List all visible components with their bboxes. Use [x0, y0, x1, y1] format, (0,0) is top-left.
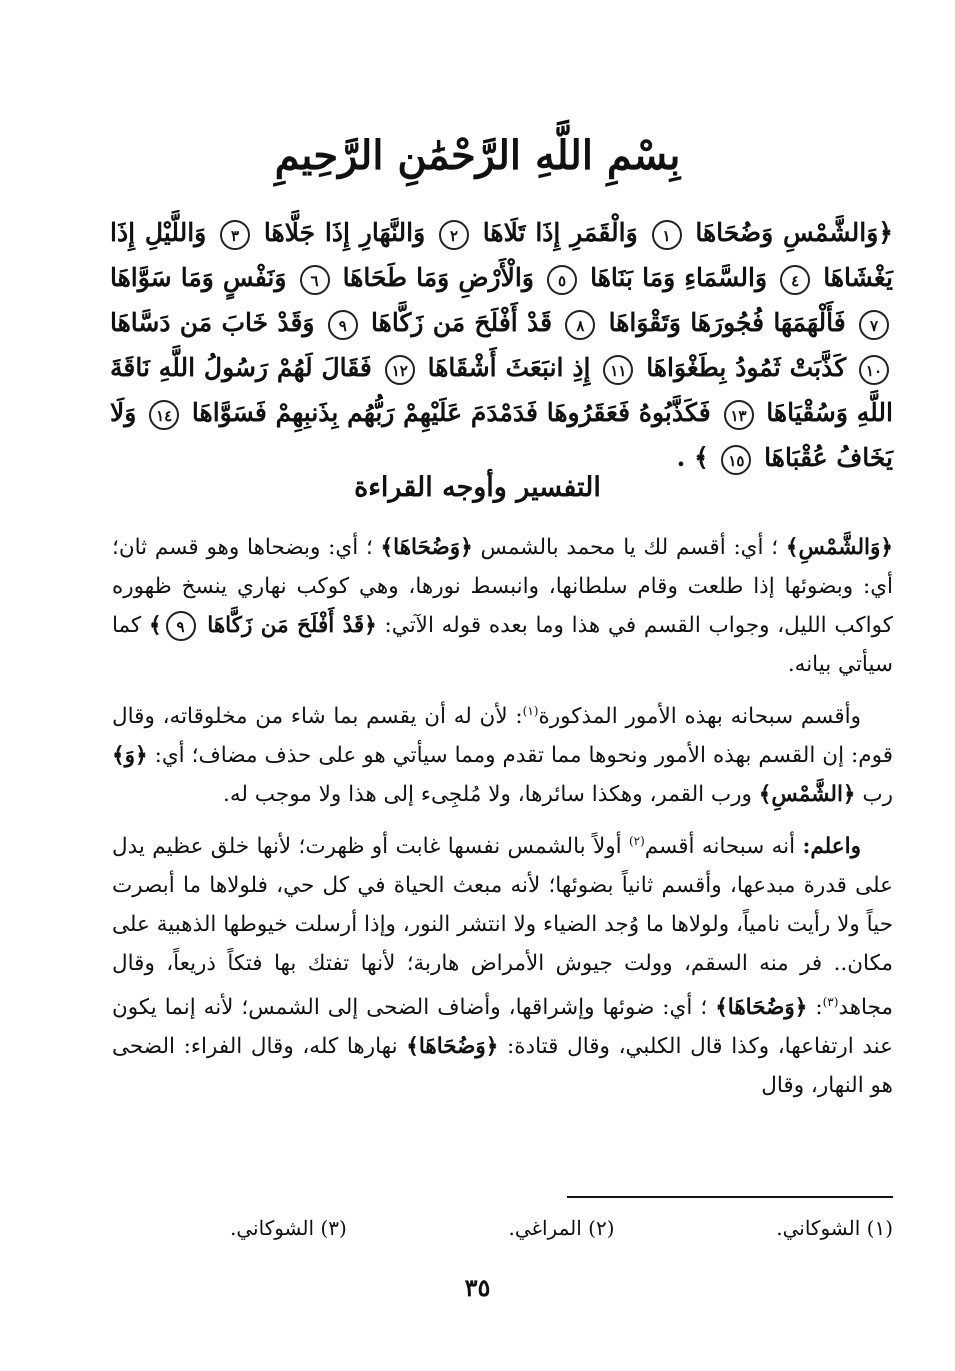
paragraph-text: أولاً بالشمس نفسها غابت أو ظهرت؛ لأنها خلق عظيم يدل على قدرة مبدعها، وأقسم ثانياً بضوئها؛ لأنه مبعث الحياة في كل حي، فلولاها ما أبصرت حياً ولا رأيت نامياً، ولولاها ما وُجد الضياء ولا انتشر النور، وإذا أرسلت خيوطها الذهبية على مكان.. فر منه السقم، وولت جيوش الأمراض هاربة؛ لأنها تفتك بها فتكاً ذريعاً، وقال مجاهد	[112, 834, 893, 1021]
footnote-ref: (١)	[522, 704, 539, 718]
verse-number-badge: ٦	[300, 265, 330, 295]
paragraph-text: : لأن له أن يقسم بما شاء من مخلوقاته، وقال قوم: إن القسم بهذه الأمور ونحوها مما تقدم ومما سيأتي هو على حذف مضاف؛ أي:	[112, 704, 893, 769]
paragraph-lead: واعلم:	[802, 834, 861, 860]
page-number: ٣٥	[464, 1273, 491, 1302]
verse-text: وَالسَّمَاءِ وَمَا بَنَاهَا	[580, 263, 768, 292]
footnote-ref: (٣)	[822, 995, 839, 1010]
verse-text: وَالنَّهَارِ إِذَا جَلَّاهَا	[254, 218, 426, 247]
verse-number-badge: ٣	[220, 220, 250, 250]
quran-quote: ﴿وَالشَّمْسِ﴾	[785, 535, 893, 560]
verse-number-badge: ١٠	[859, 355, 889, 385]
verse-number-badge: ١٢	[385, 355, 415, 385]
verse-number-badge: ١٤	[149, 400, 179, 430]
verse-text: وَلَا يَخَافُ عُقْبَاهَا	[110, 398, 893, 472]
quran-quote: ﴿قَدْ أَفْلَحَ مَن زَكَّاهَا	[207, 613, 377, 638]
footnote-3: (٣) الشوكاني.	[230, 1216, 347, 1240]
verse-number-badge: ١٥	[721, 445, 751, 475]
quran-quote: ﴿وَ﴾	[112, 743, 148, 769]
paragraph-text: نهارها كله، وقال الفراء: الضحى هو النهار، وقال	[112, 1034, 893, 1099]
verse-open-bracket: ﴿	[878, 218, 893, 247]
paragraph-text: رب	[862, 782, 893, 808]
footnotes	[230, 1216, 893, 1240]
verse-number-badge: ٥	[547, 265, 577, 295]
quran-quote-close: ﴾	[148, 613, 162, 638]
verse-number-badge: ٩	[328, 310, 358, 340]
paragraph-1	[112, 528, 893, 684]
verse-text: وَالشَّمْسِ وَضُحَاهَا	[685, 218, 879, 247]
paragraph-3	[112, 822, 893, 1105]
verse-text: وَاللَّيْلِ إِذَا يَغْشَاهَا	[110, 218, 893, 292]
verse-close-bracket: ﴾ .	[676, 443, 709, 472]
verse-number-badge: ١	[652, 220, 682, 250]
quran-quote: ﴿وَضُحَاهَا﴾	[715, 995, 808, 1021]
paragraph-text: ؛ أي: وبضحاها وهو قسم ثان؛ أي: وبضوئها إذا طلعت وقام سلطانها، وانبسط نورها، وهي كوكب نهاري ينسخ ظهوره كواكب الليل، وجواب القسم في هذا وما بعده قوله الآتي:	[112, 535, 893, 638]
quran-quote: ﴿وَضُحَاهَا﴾	[406, 1034, 499, 1060]
verse-number-badge: ٨	[565, 310, 595, 340]
verse-number-badge: ٩	[166, 611, 196, 641]
paragraph-text: أنه سبحانه أقسم	[644, 834, 796, 860]
verse-text: فَأَلْهَمَهَا فُجُورَهَا وَتَقْوَاهَا	[599, 308, 846, 337]
verse-text: قَدْ أَفْلَحَ مَن زَكَّاهَا	[361, 308, 553, 337]
verse-text: وَنَفْسٍ وَمَا سَوَّاهَا	[110, 263, 287, 292]
paragraph-text: :	[815, 995, 823, 1021]
quran-quote: ﴿الشَّمْسِ﴾	[758, 782, 856, 808]
verse-number-badge: ١١	[603, 355, 633, 385]
paragraph-text: ورب القمر، وهكذا سائرها، ولا مُلجِىء إلى هذا ولا موجب له.	[223, 782, 752, 808]
verse-text: وَقَدْ خَابَ مَن دَسَّاهَا	[110, 308, 315, 337]
quran-quote: ﴿وَضُحَاهَا﴾	[380, 535, 473, 560]
verse-number-badge: ٢	[439, 220, 469, 250]
verse-number-badge: ١٣	[724, 400, 754, 430]
verse-text: وَالْقَمَرِ إِذَا تَلَاهَا	[472, 218, 638, 247]
verse-number-badge: ٧	[859, 310, 889, 340]
footnote-2: (٢) المراغي.	[508, 1216, 615, 1240]
paragraph-2	[112, 692, 893, 814]
verse-text: فَكَذَّبُوهُ فَعَقَرُوهَا فَدَمْدَمَ عَلَيْهِمْ رَبُّهُم بِذَنبِهِمْ فَسَوَّاهَا	[183, 398, 711, 427]
paragraph-text: كما سيأتي بيانه.	[112, 613, 893, 677]
verse-text: فَقَالَ لَهُمْ رَسُولُ اللَّهِ نَاقَةَ اللَّهِ وَسُقْيَاهَا	[110, 353, 893, 427]
paragraph-text: ؛ أي: ضوئها وإشراقها، وأضاف الضحى إلى الشمس؛ لأنه إنما يكون عند ارتفاعها، وكذا قال الكلبي، وقال قتادة:	[112, 995, 893, 1060]
verse-text: إِذِ انبَعَثَ أَشْقَاهَا	[418, 353, 591, 382]
basmala-heading: بِسْمِ اللَّهِ الرَّحْمَٰنِ الرَّحِيمِ	[274, 132, 681, 179]
footnote-ref: (٢)	[628, 834, 645, 849]
paragraph-text: وأقسم سبحانه بهذه الأمور المذكورة	[538, 704, 861, 730]
verse-text: وَالْأَرْضِ وَمَا طَحَاهَا	[333, 263, 534, 292]
paragraph-text: ؛ أي: أقسم لك يا محمد بالشمس	[480, 535, 779, 560]
quran-verses-block	[110, 210, 893, 480]
verse-number-badge: ٤	[780, 265, 810, 295]
section-title: التفسير وأوجه القراءة	[354, 472, 601, 503]
verse-text: كَذَّبَتْ ثَمُودُ بِطَغْوَاهَا	[637, 353, 847, 382]
commentary-body	[112, 528, 893, 1113]
footnote-1: (١) الشوكاني.	[776, 1216, 893, 1240]
footnote-divider	[567, 1196, 893, 1198]
